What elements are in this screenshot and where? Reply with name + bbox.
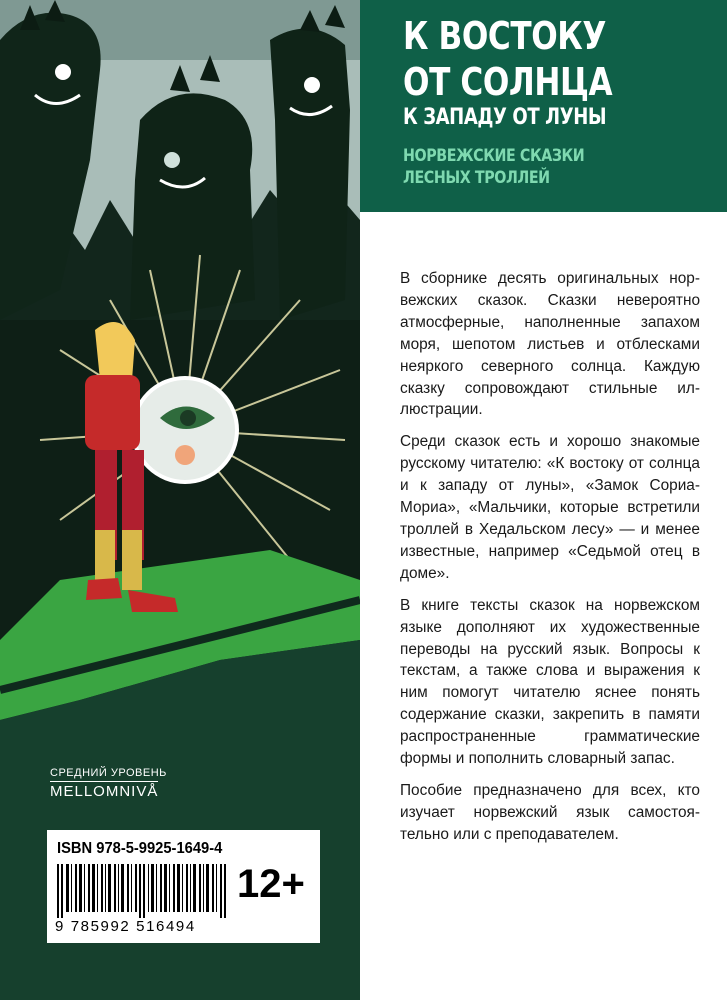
book-subtitle-line-2: ЛЕСНЫХ ТРОЛЛЕЙ (403, 168, 550, 188)
description-paragraph-2: Среди сказок есть и хорошо знакомые русскому читателю: «К востоку от солнца и к западу от луны», «Замок Сориа-Мориа», «Мальчики, которые встретили троллей в Хедальском лесу» — и менее известные, например «Седьмой отец в доме». (400, 433, 700, 582)
description-paragraph-4: Пособие предназначено для всех, кто изучает норвежский язык самостоятельно или с преподавателем. (400, 781, 700, 843)
book-subtitle-line-1: НОРВЕЖСКИЕ СКАЗКИ (403, 146, 585, 166)
barcode-digits: 9 785992 516494 (55, 918, 196, 935)
description-paragraph-1: В сборнике десять оригинальных норвежских сказок. Сказки невероятно атмосферные, наполненные запахом моря, шепотом листьев и отблесками неяркого северного солнца. Каждую сказку сопровождают стильные иллюстрации. (400, 270, 700, 419)
book-title-line-3: К ЗАПАДУ ОТ ЛУНЫ (403, 105, 607, 130)
book-title-line-1: К ВОСТОКУ (403, 14, 606, 58)
troll-right (270, 29, 350, 320)
series-name: MELLOMNIVÅ (50, 783, 159, 800)
book-description (400, 268, 700, 856)
isbn-label: ISBN 978-5-9925-1649-4 (57, 840, 223, 857)
series-label (50, 767, 167, 801)
age-rating-badge: 12+ (237, 862, 305, 906)
child-hair (95, 322, 135, 380)
troll-middle (130, 93, 255, 320)
book-title-line-2: ОТ СОЛНЦА (403, 60, 613, 104)
child-body (85, 375, 140, 450)
mirror (133, 378, 237, 482)
description-paragraph-3: В книге тексты сказок на норвежском языке дополняют их художественные переводы на русский язык. Вопросы к текстам, а также слова и выражения к ним помогут читателю яснее понять содержание сказки, закрепить в памяти распространенные грамматические формы и пополнить словарный запас. (400, 596, 700, 768)
barcode-icon (57, 864, 232, 918)
series-level: СРЕДНИЙ УРОВЕНЬ (50, 767, 167, 779)
